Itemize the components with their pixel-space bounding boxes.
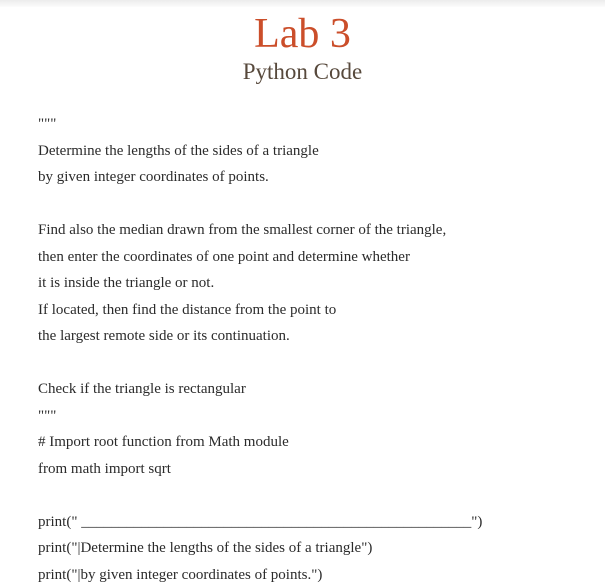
code-line: Check if the triangle is rectangular: [38, 381, 246, 398]
code-line: print(" ____________________________________________________"): [38, 513, 483, 530]
code-line: Determine the lengths of the sides of a triangle: [38, 142, 319, 159]
code-line: If located, then find the distance from the point to: [38, 301, 337, 318]
code-line: """: [38, 407, 57, 424]
code-line: then enter the coordinates of one point and determine whether: [38, 248, 410, 265]
page-top-edge: [0, 0, 605, 7]
code-line: """: [38, 116, 57, 133]
code-line: [38, 191, 585, 218]
code-line: # Import root function from Math module: [38, 434, 289, 451]
code-line: the largest remote side or its continuation.: [38, 328, 290, 345]
code-line: Find also the median drawn from the smallest corner of the triangle,: [38, 222, 447, 239]
code-block: [0, 111, 605, 588]
code-line: by given integer coordinates of points.: [38, 169, 269, 186]
code-line: from math import sqrt: [38, 460, 171, 477]
page-subtitle: Python Code: [242, 59, 363, 85]
code-line: [38, 350, 585, 377]
code-line: it is inside the triangle or not.: [38, 275, 215, 292]
code-line: print("|by given integer coordinates of points."): [38, 566, 323, 583]
page-title: Lab 3: [254, 11, 351, 57]
title-block: [0, 12, 605, 84]
code-line: print("|Determine the lengths of the sides of a triangle"): [38, 540, 373, 557]
code-line: [38, 482, 585, 509]
